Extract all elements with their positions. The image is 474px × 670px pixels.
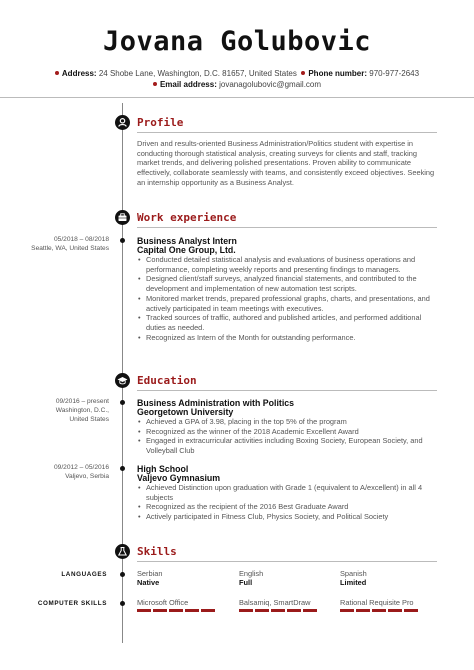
- languages-label: LANGUAGES: [61, 571, 107, 578]
- list-item: • Recognized as Intern of the Month for outstanding performance.: [137, 333, 437, 343]
- list-item: • Monitored market trends, prepared professional graphs, charts, and presentations, and actively participated in team meetings with executives.: [137, 294, 437, 313]
- computer-skill-name: Microsoft Office: [137, 598, 189, 607]
- skill-level-segment: [340, 609, 354, 612]
- skill-level-bar: [340, 609, 418, 612]
- list-item: • Actively participated in Fitness Club, Physics Society, and Political Society: [137, 512, 437, 522]
- list-item: • Achieved Distinction upon graduation with Grade 1 (equivalent to A/excellent) in all 4 subjects: [137, 483, 437, 502]
- computer-skills-label: COMPUTER SKILLS: [37, 600, 107, 607]
- address-label: Address:: [61, 69, 97, 78]
- edu-dates: 09/2016 – present: [55, 398, 109, 405]
- skill-level-segment: [137, 609, 151, 612]
- degree-title: Business Administration with Politics: [137, 398, 295, 408]
- phone-value: 970-977-2643: [369, 69, 420, 78]
- language-name: Serbian: [137, 569, 163, 578]
- skill-level-segment: [185, 609, 199, 612]
- list-item: • Recognized as the winner of the 2018 Academic Excellent Award: [137, 427, 437, 437]
- edu-bullets: [137, 483, 437, 522]
- skill-level-segment: [388, 609, 402, 612]
- skill-level-bar: [137, 609, 215, 612]
- timeline-dot: [120, 238, 125, 243]
- list-item: • Recognized as the recipient of the 2016 Best Graduate Award: [137, 502, 437, 512]
- phone-label: Phone number:: [308, 69, 368, 78]
- section-title-profile: Profile: [137, 116, 184, 129]
- edu-location-line-2: United States: [69, 416, 109, 423]
- skill-level-segment: [153, 609, 167, 612]
- school-name: Valjevo Gymnasium: [137, 473, 221, 483]
- section-divider: [137, 227, 437, 228]
- flask-icon: [115, 544, 130, 559]
- skill-level-segment: [356, 609, 370, 612]
- briefcase-icon: [115, 210, 130, 225]
- computer-skill-name: Balsamiq, SmartDraw: [239, 598, 311, 607]
- skill-level-segment: [169, 609, 183, 612]
- list-item: • Designed client/staff surveys, analyzed financial statements, and contributed to the development and implementation of new automation test scripts.: [137, 274, 437, 293]
- skill-level-segment: [271, 609, 285, 612]
- section-title-education: Education: [137, 374, 197, 387]
- list-item: • Engaged in extracurricular activities including Boxing Society, European Society, and Volleyball Club: [137, 436, 437, 455]
- job-bullets: [137, 255, 437, 342]
- contact-line-1: [0, 69, 474, 78]
- edu-location: Valjevo, Serbia: [65, 473, 109, 480]
- skill-level-segment: [372, 609, 386, 612]
- language-name: English: [239, 569, 264, 578]
- header-divider: [0, 97, 474, 98]
- list-item: • Tracked sources of traffic, authored and published articles, and performed additional duties as needed.: [137, 313, 437, 332]
- skill-level-segment: [303, 609, 317, 612]
- resume-name: Jovana Golubovic: [102, 26, 372, 57]
- section-divider: [137, 561, 437, 562]
- skill-level-segment: [255, 609, 269, 612]
- computer-skill-name: Rational Requisite Pro: [340, 598, 414, 607]
- address-value: 24 Shobe Lane, Washington, D.C. 81657, United States: [98, 69, 297, 78]
- job-title: Business Analyst Intern: [137, 236, 237, 246]
- school-name: Georgetown University: [137, 407, 234, 417]
- bullet-dot: [55, 71, 59, 75]
- bullet-dot: [301, 71, 305, 75]
- language-name: Spanish: [340, 569, 367, 578]
- language-level: Native: [137, 578, 160, 587]
- skill-level-segment: [201, 609, 215, 612]
- section-title-skills: Skills: [137, 545, 177, 558]
- skill-level-segment: [404, 609, 418, 612]
- list-item: • Achieved a GPA of 3.98, placing in the top 5% of the program: [137, 417, 437, 427]
- bullet-dot: [153, 82, 157, 86]
- person-icon: [115, 115, 130, 130]
- job-dates: 05/2018 – 08/2018: [53, 236, 109, 243]
- timeline-dot: [120, 466, 125, 471]
- edu-dates: 09/2012 – 05/2016: [53, 464, 109, 471]
- timeline-dot: [120, 572, 125, 577]
- degree-title: High School: [137, 464, 189, 474]
- section-divider: [137, 390, 437, 391]
- section-divider: [137, 132, 437, 133]
- edu-bullets: [137, 417, 437, 456]
- contact-line-2: [0, 80, 474, 89]
- timeline-dot: [120, 400, 125, 405]
- skill-level-segment: [287, 609, 301, 612]
- email-value[interactable]: jovanagolubovic@gmail.com: [219, 80, 322, 89]
- job-location: Seattle, WA, United States: [31, 245, 109, 252]
- section-title-work-experience: Work experience: [137, 211, 237, 224]
- job-company: Capital One Group, Ltd.: [137, 245, 236, 255]
- skill-level-bar: [239, 609, 317, 612]
- timeline-dot: [120, 601, 125, 606]
- graduation-cap-icon: [115, 373, 130, 388]
- list-item: • Conducted detailed statistical analysis and evaluations of business operations and performance, completing weekly reports and presenting findings to managers.: [137, 255, 437, 274]
- language-level: Limited: [340, 578, 367, 587]
- language-level: Full: [239, 578, 253, 587]
- profile-text: Driven and results-oriented Business Administration/Politics student with expertise in conducting thorough statistical analysis, creating surveys for clients and staff, tracking market trends, and delivering polished presentations. Proven ability to communicate effectively, collaborate seamlessly with teams, and consistently exceed objectives. Seeking an internship opportunity as a Business Analyst.: [137, 139, 435, 187]
- email-label: Email address:: [159, 80, 217, 89]
- edu-location: Washington, D.C.,: [55, 407, 109, 414]
- skill-level-segment: [239, 609, 253, 612]
